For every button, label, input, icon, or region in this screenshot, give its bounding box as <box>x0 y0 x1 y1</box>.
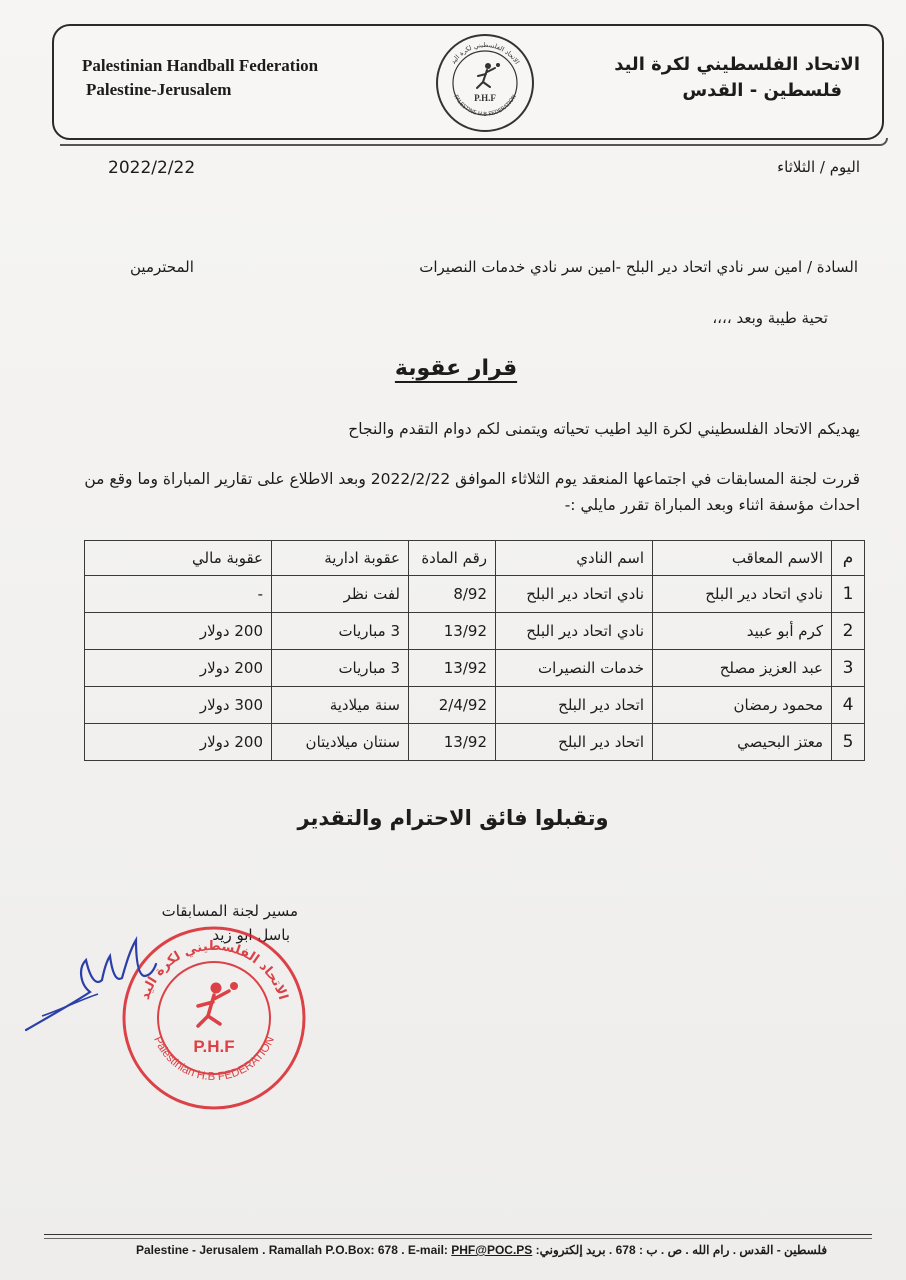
cell-article: 8/92 <box>409 576 496 613</box>
location-ar: فلسطين - القدس <box>682 80 842 101</box>
letterhead <box>52 24 884 140</box>
table-row <box>85 687 865 724</box>
cell-name: محمود رمضان <box>653 687 832 724</box>
footer-address-ar: فلسطين - القدس . رام الله . ص . ب : 678 . بريد إلكتروني: <box>535 1243 828 1257</box>
federation-name-en: Palestinian Handball Federation <box>82 56 319 75</box>
col-header-number: م <box>832 541 865 576</box>
closing-line: وتقبلوا فائق الاحترام والتقدير <box>297 806 609 830</box>
letter-day: اليوم / الثلاثاء <box>777 158 860 176</box>
cell-admin-penalty: لفت نظر <box>272 576 409 613</box>
stamp-ring-arabic: الاتحاد الفلسطيني لكرة اليد <box>137 938 291 1002</box>
cell-fine: - <box>85 576 272 613</box>
cell-number: 3 <box>832 650 865 687</box>
cell-name: عبد العزيز مصلح <box>653 650 832 687</box>
cell-club: اتحاد دير البلح <box>496 724 653 761</box>
cell-name: كرم أبو عبيد <box>653 613 832 650</box>
stamp-initials: P.H.F <box>193 1037 235 1056</box>
handball-player-icon <box>477 63 500 88</box>
footer-email[interactable]: PHF@POC.PS <box>451 1243 533 1257</box>
location-en: Palestine-Jerusalem <box>86 80 232 99</box>
cell-article: 2/4/92 <box>409 687 496 724</box>
col-header-club: اسم النادي <box>496 541 653 576</box>
cell-club: خدمات النصيرات <box>496 650 653 687</box>
addressee-honorific: المحترمين <box>130 258 194 276</box>
cell-fine: 200 دولار <box>85 724 272 761</box>
addressee: السادة / امين سر نادي اتحاد دير البلح -امين سر نادي خدمات النصيرات <box>419 258 858 276</box>
cell-number: 2 <box>832 613 865 650</box>
cell-number: 5 <box>832 724 865 761</box>
logo-bottom-text: PALESTINE H.B FEDERATION <box>452 94 518 118</box>
penalties-table <box>84 540 865 761</box>
cell-article: 13/92 <box>409 650 496 687</box>
col-header-name: الاسم المعاقب <box>653 541 832 576</box>
stamp-ring-english: Palestinian H.B FEDERATION <box>151 1034 277 1084</box>
logo-initials: P.H.F <box>474 93 496 103</box>
table-header-row <box>85 541 865 576</box>
cell-club: اتحاد دير البلح <box>496 687 653 724</box>
table-row <box>85 613 865 650</box>
footer-divider-thin <box>44 1238 872 1239</box>
footer <box>136 1243 827 1257</box>
cell-club: نادي اتحاد دير البلح <box>496 576 653 613</box>
letterhead-arabic <box>614 52 860 104</box>
stamp-player-icon <box>198 982 238 1026</box>
svg-text:الاتحاد الفلسطيني لكرة اليد <box>449 41 521 66</box>
table-row <box>85 650 865 687</box>
cell-fine: 200 دولار <box>85 650 272 687</box>
table-row <box>85 576 865 613</box>
cell-article: 13/92 <box>409 724 496 761</box>
signatory-title: مسير لجنة المسابقات <box>161 902 298 920</box>
federation-name-ar: الاتحاد الفلسطيني لكرة اليد <box>614 54 860 75</box>
cell-number: 4 <box>832 687 865 724</box>
decision-paragraph: قررت لجنة المسابقات في اجتماعها المنعقد يوم الثلاثاء الموافق 2022/2/22 وبعد الاطلاع على تقارير المباراة وما وقع من احداث مؤسفة اثناء وبعد المباراة تقرر مايلي :- <box>84 470 860 514</box>
col-header-admin-penalty: عقوبة ادارية <box>272 541 409 576</box>
document-title: قرار عقوبة <box>394 356 518 381</box>
letterhead-english <box>82 54 318 102</box>
cell-fine: 200 دولار <box>85 613 272 650</box>
handwritten-signature <box>20 920 160 1040</box>
col-header-article: رقم المادة <box>409 541 496 576</box>
signatory-name: باسل ابو زيد <box>212 926 290 944</box>
logo-ring-text: الاتحاد الفلسطيني لكرة اليد <box>449 40 521 66</box>
cell-admin-penalty: سنة ميلادية <box>272 687 409 724</box>
cell-admin-penalty: سنتان ميلاديتان <box>272 724 409 761</box>
cell-admin-penalty: 3 مباريات <box>272 650 409 687</box>
letter-date: 2022/2/22 <box>108 158 196 178</box>
document-title-wrap <box>0 356 906 381</box>
cell-number: 1 <box>832 576 865 613</box>
cell-admin-penalty: 3 مباريات <box>272 613 409 650</box>
federation-logo <box>432 30 538 136</box>
footer-divider <box>44 1234 872 1235</box>
col-header-fine: عقوبة مالي <box>85 541 272 576</box>
table-row <box>85 724 865 761</box>
greeting: تحية طيبة وبعد ،،،، <box>712 309 828 327</box>
cell-fine: 300 دولار <box>85 687 272 724</box>
cell-article: 13/92 <box>409 613 496 650</box>
footer-address-en: Palestine - Jerusalem . Ramallah P.O.Box: 678 . E-mail: <box>136 1243 448 1257</box>
cell-name: معتز البحيصي <box>653 724 832 761</box>
intro-paragraph: يهديكم الاتحاد الفلسطيني لكرة اليد اطيب تحياته ويتمنى لكم دوام التقدم والنجاح <box>348 420 860 438</box>
cell-club: نادي اتحاد دير البلح <box>496 613 653 650</box>
cell-name: نادي اتحاد دير البلح <box>653 576 832 613</box>
